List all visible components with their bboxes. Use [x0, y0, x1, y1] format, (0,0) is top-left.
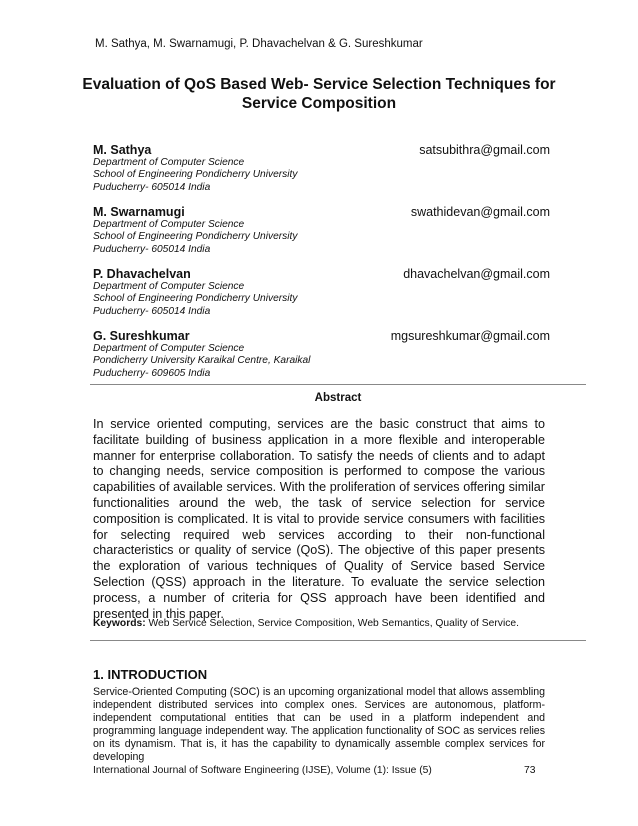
author-name: M. Sathya — [93, 143, 152, 157]
abstract-heading: Abstract — [314, 392, 362, 404]
title-line-1: Evaluation of QoS Based Web- Service Selection Techniques for — [82, 76, 556, 93]
footer-journal: International Journal of Software Engineering (IJSE), Volume (1): Issue (5) — [93, 765, 432, 776]
author-affiliation — [93, 157, 297, 194]
keywords-text: Web Service Selection, Service Composition, Web Semantics, Quality of Service. — [145, 618, 519, 629]
title-line-2: Service Composition — [241, 95, 397, 112]
affiliation-school: School of Engineering Pondicherry University — [93, 231, 298, 243]
author-email: satsubithra@gmail.com — [419, 143, 550, 157]
keywords-line — [93, 618, 519, 629]
affiliation-city: Puducherry- 605014 India — [93, 305, 211, 317]
divider-rule — [90, 640, 586, 641]
affiliation-dept: Department of Computer Science — [93, 219, 245, 230]
affiliation-dept: Department of Computer Science — [93, 157, 245, 168]
paper-title — [60, 75, 578, 113]
running-header: M. Sathya, M. Swarnamugi, P. Dhavachelvan & G. Sureshkumar — [95, 38, 423, 50]
affiliation-dept: Department of Computer Science — [93, 281, 245, 292]
author-name: M. Swarnamugi — [93, 205, 185, 219]
author-name: P. Dhavachelvan — [93, 267, 191, 281]
author-affiliation — [93, 281, 297, 318]
keywords-label: Keywords: — [93, 618, 146, 629]
divider-rule — [90, 384, 586, 385]
affiliation-dept: Department of Computer Science — [93, 343, 245, 354]
author-name: G. Sureshkumar — [93, 329, 190, 343]
author-affiliation — [93, 343, 310, 380]
affiliation-school: School of Engineering Pondicherry University — [93, 169, 298, 181]
author-email: swathidevan@gmail.com — [410, 205, 550, 219]
affiliation-city: Puducherry- 605014 India — [93, 243, 211, 255]
abstract-body: In service oriented computing, services are the basic construct that aims to facilitate building of business application in a more flexible and interoperable manner for enterprise collaboration. To satisfy the needs of clients and to adapt to changing needs, service composition is performed to compose the various capabilities of available services. With the proliferation of services offering similar functionalities around the web, the task of service selection for service composition is complicated. It is vital to provide service consumers with facilities for selecting required web services according to their non-functional characteristics or quality of service (QoS). The objective of this paper presents the exploration of various techniques of Quality of Service based Service Selection (QSS) approach in the literature. To evaluate the service selection process, a number of criteria for QSS approach have been identified and presented in this paper. — [93, 417, 545, 621]
page-number: 73 — [524, 765, 536, 776]
section-heading: 1. INTRODUCTION — [93, 667, 208, 682]
author-email: mgsureshkumar@gmail.com — [390, 329, 550, 343]
section-body: Service-Oriented Computing (SOC) is an upcoming organizational model that allows assembling independent distributed services into complex ones. Services are autonomous, platform-independent computational entities that can be used in a platform independent and programming language independent way. The application functionality of SOC as services relies on its dynamism. That is, it has the capability to dynamically assemble complex services for developing — [93, 686, 545, 763]
affiliation-school: Pondicherry University Karaikal Centre, Karaikal — [93, 355, 311, 367]
affiliation-city: Puducherry- 609605 India — [93, 367, 211, 379]
author-email: dhavachelvan@gmail.com — [403, 267, 550, 281]
affiliation-school: School of Engineering Pondicherry University — [93, 293, 298, 305]
author-affiliation — [93, 219, 297, 256]
affiliation-city: Puducherry- 605014 India — [93, 181, 211, 193]
